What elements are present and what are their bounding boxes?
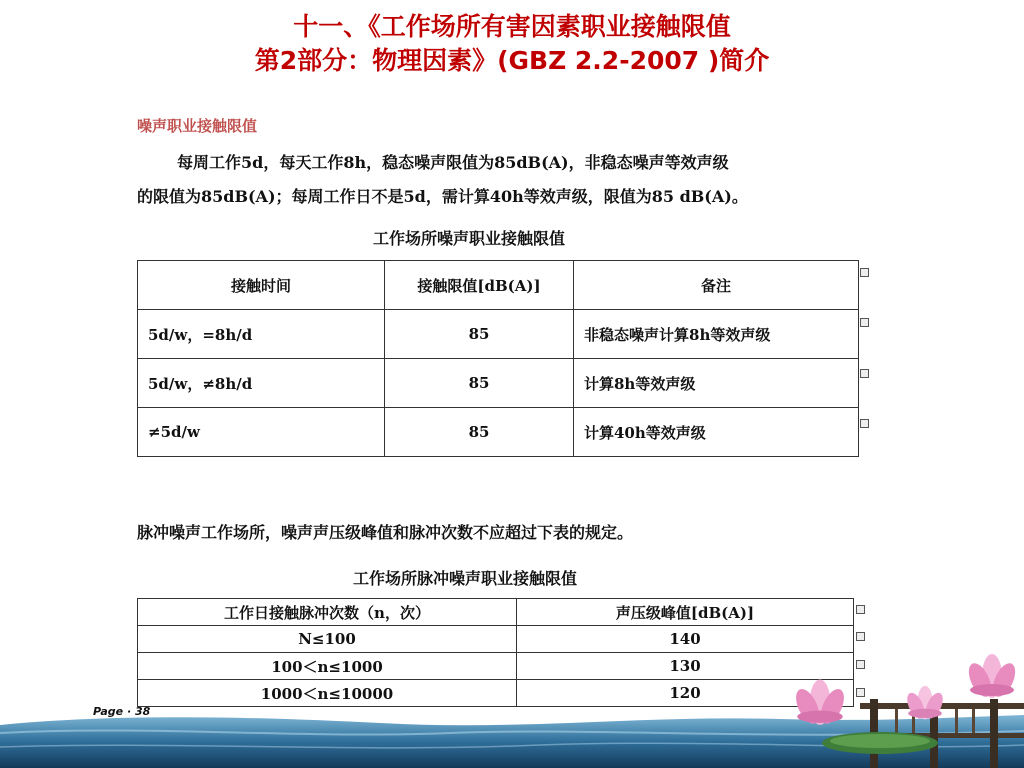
table-header-cell: 接触时间: [138, 261, 385, 310]
table-cell: 85: [385, 408, 574, 457]
table-1-caption: 工作场所噪声职业接触限值: [373, 229, 566, 248]
table-cell: 5d/w，=8h/d: [138, 310, 385, 359]
paragraph-mark-icon: [856, 605, 865, 614]
table-cell: 85: [385, 310, 574, 359]
table-row: [138, 626, 854, 653]
paragraph-mark-icon: [860, 419, 869, 428]
lotus-flower-icon: [960, 640, 1024, 700]
slide-title-line-2: 第2部分：物理因素》(GBZ 2.2-2007 )简介: [254, 46, 770, 75]
paragraph-mark-icon: [856, 660, 865, 669]
table-cell: 计算40h等效声级: [574, 408, 859, 457]
impulse-noise-table: [137, 598, 854, 707]
paragraph-1-line-2: 的限值为85dB(A)；每周工作日不是5d，需计算40h等效声级，限值为85 dB(A)。: [137, 187, 748, 206]
table-cell: 1000＜n≤10000: [138, 680, 517, 707]
table-cell: N≤100: [138, 626, 517, 653]
table-cell: 130: [517, 653, 854, 680]
table-row: [138, 310, 859, 359]
lotus-leaf-icon: [820, 728, 940, 758]
paragraph-mark-icon: [856, 632, 865, 641]
slide-title-line-1: 十一、《工作场所有害因素职业接触限值: [293, 12, 731, 41]
lotus-flower-icon: [900, 675, 950, 721]
paragraph-mark-icon: [860, 318, 869, 327]
page-number: Page · 38: [93, 705, 151, 718]
table-cell: 100＜n≤1000: [138, 653, 517, 680]
table-header-cell: 工作日接触脉冲次数（n，次）: [138, 599, 517, 626]
paragraph-1-line-1: 每周工作5d，每天工作8h，稳态噪声限值为85dB(A)，非稳态噪声等效声级: [177, 153, 729, 172]
table-cell: ≠5d/w: [138, 408, 385, 457]
paragraph-mark-icon: [860, 268, 869, 277]
table-cell: 120: [517, 680, 854, 707]
table-header-cell: 备注: [574, 261, 859, 310]
table-cell: 计算8h等效声级: [574, 359, 859, 408]
section-heading: 噪声职业接触限值: [137, 117, 258, 135]
table-cell: 85: [385, 359, 574, 408]
table-cell: 5d/w，≠8h/d: [138, 359, 385, 408]
table-header-row: [138, 599, 854, 626]
table-header-cell: 声压级峰值[dB(A)]: [517, 599, 854, 626]
table-cell: 140: [517, 626, 854, 653]
lotus-flower-icon: [785, 665, 855, 727]
table-cell: 非稳态噪声计算8h等效声级: [574, 310, 859, 359]
table-row: [138, 653, 854, 680]
table-2-caption: 工作场所脉冲噪声职业接触限值: [353, 569, 578, 588]
table-row: [138, 359, 859, 408]
table-header-cell: 接触限值[dB(A)]: [385, 261, 574, 310]
paragraph-2: 脉冲噪声工作场所，噪声声压级峰值和脉冲次数不应超过下表的规定。: [137, 523, 634, 542]
noise-limit-table: [137, 260, 859, 457]
table-row: [138, 408, 859, 457]
paragraph-mark-icon: [860, 369, 869, 378]
table-header-row: [138, 261, 859, 310]
